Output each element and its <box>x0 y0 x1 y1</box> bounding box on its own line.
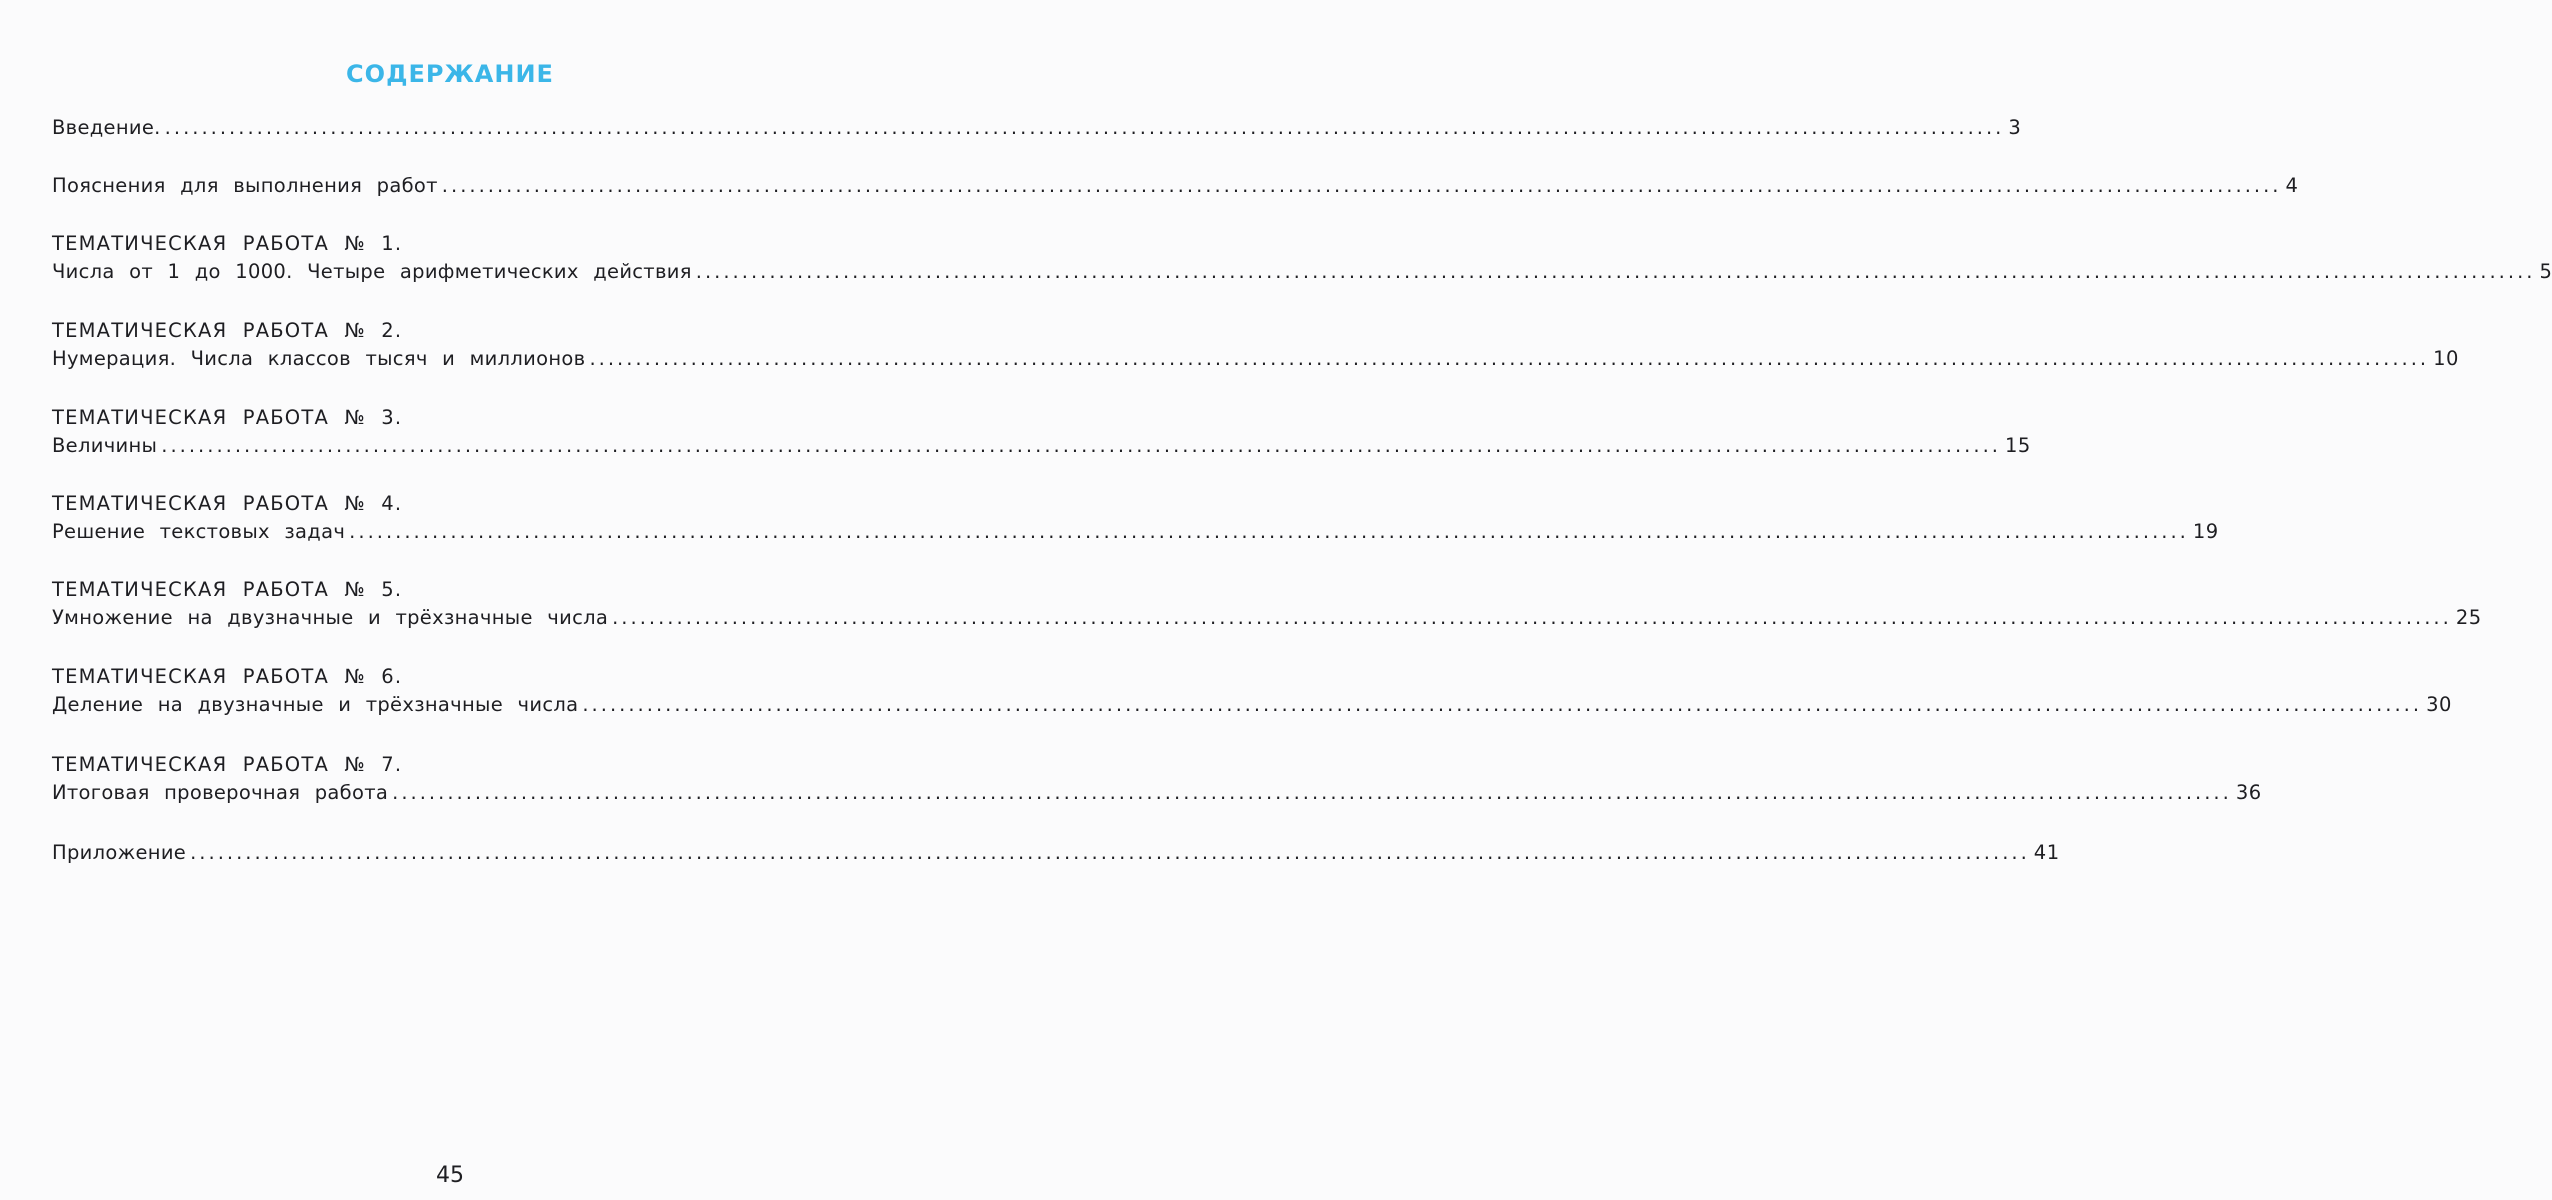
toc-entry[interactable] <box>52 404 2031 460</box>
toc-section-heading: ТЕМАТИЧЕСКАЯ РАБОТА № 6. <box>52 665 403 688</box>
dot-leader: ........................................................................................................................................................................................................ <box>190 841 2030 864</box>
toc-page-number: 41 <box>2033 841 2060 864</box>
dot-leader: ........................................................................................................................................................................................................ <box>695 260 2536 283</box>
toc-entry[interactable] <box>52 751 2262 807</box>
toc-page-number: 30 <box>2426 693 2452 716</box>
toc-entry[interactable] <box>52 230 2552 286</box>
dot-leader: ........................................................................................................................................................................................................ <box>441 174 2282 197</box>
toc-line <box>52 345 2459 373</box>
dot-leader: ........................................................................................................................................................................................................ <box>612 606 2452 629</box>
toc-entry[interactable] <box>52 576 2482 632</box>
toc-page-number: 36 <box>2235 781 2262 804</box>
toc-page-number: 3 <box>2008 116 2022 139</box>
toc-page-number: 19 <box>2192 520 2219 543</box>
toc-section-heading: ТЕМАТИЧЕСКАЯ РАБОТА № 1. <box>52 232 403 255</box>
toc-page-number: 15 <box>2004 434 2031 457</box>
toc-line <box>52 258 2552 286</box>
toc-line <box>52 604 2482 632</box>
page-number: 45 <box>436 1163 464 1188</box>
toc-entry-label: Умножение на двузначные и трёхзначные числа <box>52 606 609 629</box>
toc-entry[interactable] <box>52 663 2452 719</box>
toc-entry-label: Введение. <box>52 116 161 139</box>
dot-leader: ........................................................................................................................................................................................................ <box>349 520 2189 543</box>
dot-leader: ........................................................................................................................................................................................................ <box>582 693 2423 716</box>
dot-leader: ........................................................................................................................................................................................................ <box>164 116 2005 139</box>
toc-entry-label: Пояснения для выполнения работ <box>52 174 438 197</box>
toc-section-heading: ТЕМАТИЧЕСКАЯ РАБОТА № 3. <box>52 406 403 429</box>
toc-entry[interactable] <box>52 172 2299 200</box>
toc-entry[interactable] <box>52 317 2459 373</box>
toc-page-number: 5 <box>2539 260 2552 283</box>
toc-line <box>52 839 2060 867</box>
toc-page-number: 25 <box>2455 606 2482 629</box>
toc-entry-label: Приложение <box>52 841 187 864</box>
toc-entry-label: Числа от 1 до 1000. Четыре арифметических действия <box>52 260 692 283</box>
toc-line <box>52 114 2022 142</box>
toc-line <box>52 432 2031 460</box>
toc-line <box>52 691 2452 719</box>
toc-entry-label: Нумерация. Числа классов тысяч и миллионов <box>52 347 586 370</box>
dot-leader: ........................................................................................................................................................................................................ <box>589 347 2430 370</box>
dot-leader: ........................................................................................................................................................................................................ <box>392 781 2232 804</box>
toc-line <box>52 172 2299 200</box>
toc-line <box>52 518 2219 546</box>
page-title: СОДЕРЖАНИЕ <box>346 60 554 88</box>
toc-entry-label: Решение текстовых задач <box>52 520 346 543</box>
toc-entry[interactable] <box>52 114 2022 142</box>
toc-page-number: 4 <box>2285 174 2299 197</box>
toc-page-number: 10 <box>2433 347 2459 370</box>
toc-entry-label: Величины <box>52 434 158 457</box>
toc-entry-label: Деление на двузначные и трёхзначные числа <box>52 693 579 716</box>
toc-section-heading: ТЕМАТИЧЕСКАЯ РАБОТА № 7. <box>52 753 403 776</box>
toc-section-heading: ТЕМАТИЧЕСКАЯ РАБОТА № 5. <box>52 578 403 601</box>
toc-entry-label: Итоговая проверочная работа <box>52 781 389 804</box>
toc-section-heading: ТЕМАТИЧЕСКАЯ РАБОТА № 2. <box>52 319 403 342</box>
dot-leader: ........................................................................................................................................................................................................ <box>161 434 2001 457</box>
toc-entry[interactable] <box>52 490 2219 546</box>
toc-entry[interactable] <box>52 839 2060 867</box>
toc-line <box>52 779 2262 807</box>
toc-section-heading: ТЕМАТИЧЕСКАЯ РАБОТА № 4. <box>52 492 403 515</box>
